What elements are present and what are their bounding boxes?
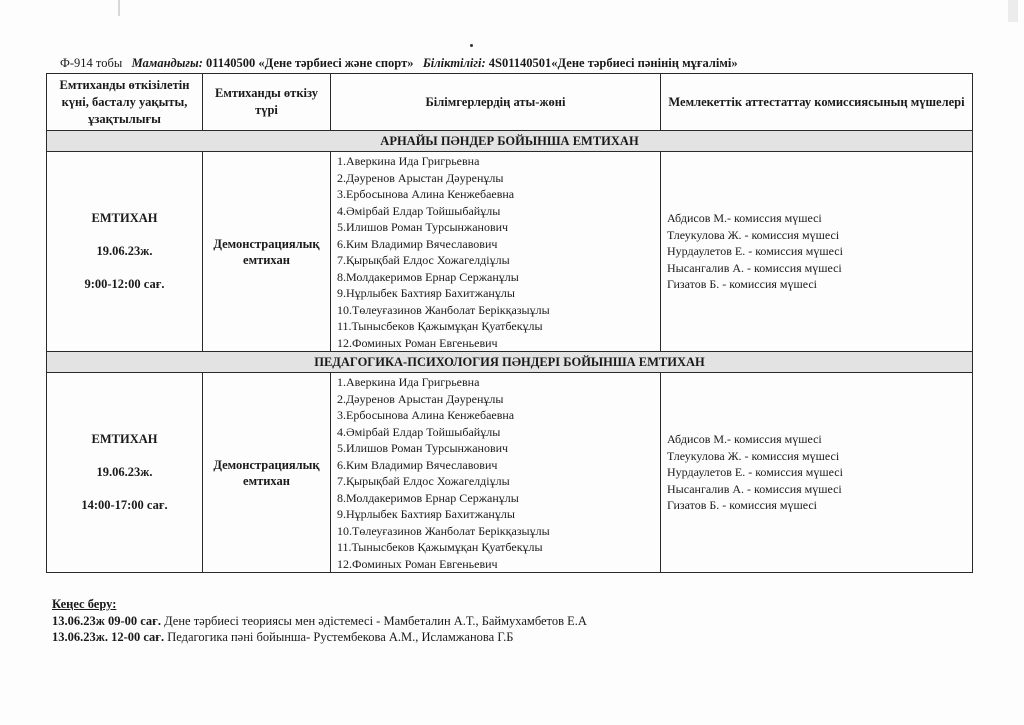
student-item: 7.Қырықбай Елдос Хожагелдіұлы — [337, 474, 510, 488]
student-item: 7.Қырықбай Елдос Хожагелдіұлы — [337, 253, 510, 267]
student-item: 6.Ким Владимир Вячеславович — [337, 457, 498, 472]
commission-member: Нысангалив А. - комиссия мүшесі — [667, 481, 842, 496]
consultation-when: 13.06.23ж 09-00 сағ. — [52, 613, 161, 628]
student-item: 10.Төлеуғазинов Жанболат Берікқазыұлы — [337, 302, 550, 317]
student-item: 3.Ербосынова Алина Кенжебаевна — [337, 408, 515, 422]
consultation-item — [52, 613, 587, 630]
exam-date: 19.06.23ж. — [96, 465, 153, 479]
commission-list — [661, 152, 973, 352]
student-item: 4.Әмірбай Елдар Тойшыбайұлы — [337, 203, 501, 218]
exam-row — [47, 152, 973, 352]
students-list — [331, 152, 661, 352]
scan-dot — [470, 44, 473, 47]
exam-date-cell — [47, 373, 203, 573]
exam-type: Демонстрациялық емтихан — [203, 373, 331, 573]
student-item: 1.Аверкина Ида Григрьевна — [337, 154, 480, 168]
student-item: 12.Фоминых Роман Евгеньевич — [337, 335, 498, 350]
header-type: Емтиханды өткізу түрі — [203, 74, 331, 131]
exam-time: 9:00-12:00 сағ. — [84, 277, 165, 291]
exam-type: Демонстрациялық емтихан — [203, 152, 331, 352]
exam-label: ЕМТИХАН — [91, 432, 158, 446]
section-title: ПЕДАГОГИКА-ПСИХОЛОГИЯ ПӘНДЕРІ БОЙЫНША ЕМТИХАН — [47, 352, 973, 373]
student-item: 12.Фоминых Роман Евгеньевич — [337, 556, 498, 571]
header-date: Емтиханды өткізілетін күні, басталу уақыты, ұзақтылығы — [47, 74, 203, 131]
document-header — [60, 56, 960, 71]
student-item: 2.Дәуренов Арыстан Дәуренұлы — [337, 170, 504, 185]
commission-member: Абдисов М.- комиссия мүшесі — [667, 432, 822, 447]
consultation-when: 13.06.23ж. 12-00 сағ. — [52, 630, 165, 644]
scan-artifact — [118, 0, 120, 16]
consultation-item — [52, 629, 587, 646]
student-item: 5.Илишов Роман Турсынжанович — [337, 220, 509, 234]
commission-member: Нурдаулетов Е. - комиссия мүшесі — [667, 244, 843, 259]
header-commission: Мемлекеттік аттестаттау комиссиясының мүшелері — [661, 74, 973, 131]
student-item: 9.Нұрлыбек Бахтияр Бахитжанұлы — [337, 507, 515, 521]
section-title-row — [47, 131, 973, 152]
section-title-row — [47, 352, 973, 373]
table-header-row — [47, 74, 973, 131]
student-item: 6.Ким Владимир Вячеславович — [337, 236, 498, 251]
scan-artifact — [1008, 0, 1018, 22]
student-item: 8.Молдакеримов Ернар Сержанұлы — [337, 490, 519, 505]
qualification-value: 4S01140501«Дене тәрбиесі пәнінің мұғалімі» — [488, 56, 738, 70]
consultation-block — [52, 596, 587, 646]
student-item: 11.Тынысбеков Қажымұқан Қуатбекұлы — [337, 540, 543, 554]
exam-label: ЕМТИХАН — [91, 211, 158, 225]
exam-date: 19.06.23ж. — [96, 244, 153, 258]
commission-member: Абдисов М.- комиссия мүшесі — [667, 211, 822, 226]
commission-list — [661, 373, 973, 573]
qualification-label: Біліктілігі: — [422, 56, 486, 70]
exam-date-cell — [47, 152, 203, 352]
student-item: 1.Аверкина Ида Григрьевна — [337, 375, 480, 389]
exam-time: 14:00-17:00 сағ. — [81, 498, 168, 512]
specialty-label: Мамандығы: — [131, 56, 203, 70]
student-item: 8.Молдакеримов Ернар Сержанұлы — [337, 269, 519, 284]
student-item: 9.Нұрлыбек Бахтияр Бахитжанұлы — [337, 286, 515, 300]
exam-row — [47, 373, 973, 573]
student-item: 5.Илишов Роман Турсынжанович — [337, 441, 509, 455]
specialty-value: 01140500 «Дене тәрбиесі және спорт» — [206, 56, 414, 70]
student-item: 11.Тынысбеков Қажымұқан Қуатбекұлы — [337, 319, 543, 333]
consultation-text: Педагогика пәні бойынша- Рустембекова А.М., Исламжанова Г.Б — [164, 630, 514, 644]
student-item: 2.Дәуренов Арыстан Дәуренұлы — [337, 391, 504, 406]
commission-member: Нурдаулетов Е. - комиссия мүшесі — [667, 465, 843, 480]
commission-member: Гизатов Б. - комиссия мүшесі — [667, 277, 818, 292]
student-item: 10.Төлеуғазинов Жанболат Берікқазыұлы — [337, 523, 550, 538]
consultation-text: Дене тәрбиесі теориясы мен әдістемесі - Мамбеталин А.Т., Баймухамбетов Е.А — [160, 613, 587, 628]
group-label: Ф-914 тобы — [60, 56, 123, 70]
header-students: Білімгерлердің аты-жөні — [331, 74, 661, 131]
commission-member: Тлеукулова Ж. - комиссия мүшесі — [667, 448, 840, 463]
student-item: 4.Әмірбай Елдар Тойшыбайұлы — [337, 424, 501, 439]
commission-member: Нысангалив А. - комиссия мүшесі — [667, 260, 842, 275]
section-title: АРНАЙЫ ПӘНДЕР БОЙЫНША ЕМТИХАН — [47, 131, 973, 152]
students-list — [331, 373, 661, 573]
commission-member: Гизатов Б. - комиссия мүшесі — [667, 498, 818, 513]
consultation-title: Кеңес беру: — [52, 597, 117, 611]
commission-member: Тлеукулова Ж. - комиссия мүшесі — [667, 227, 840, 242]
exam-schedule-table — [46, 73, 973, 573]
student-item: 3.Ербосынова Алина Кенжебаевна — [337, 187, 515, 201]
